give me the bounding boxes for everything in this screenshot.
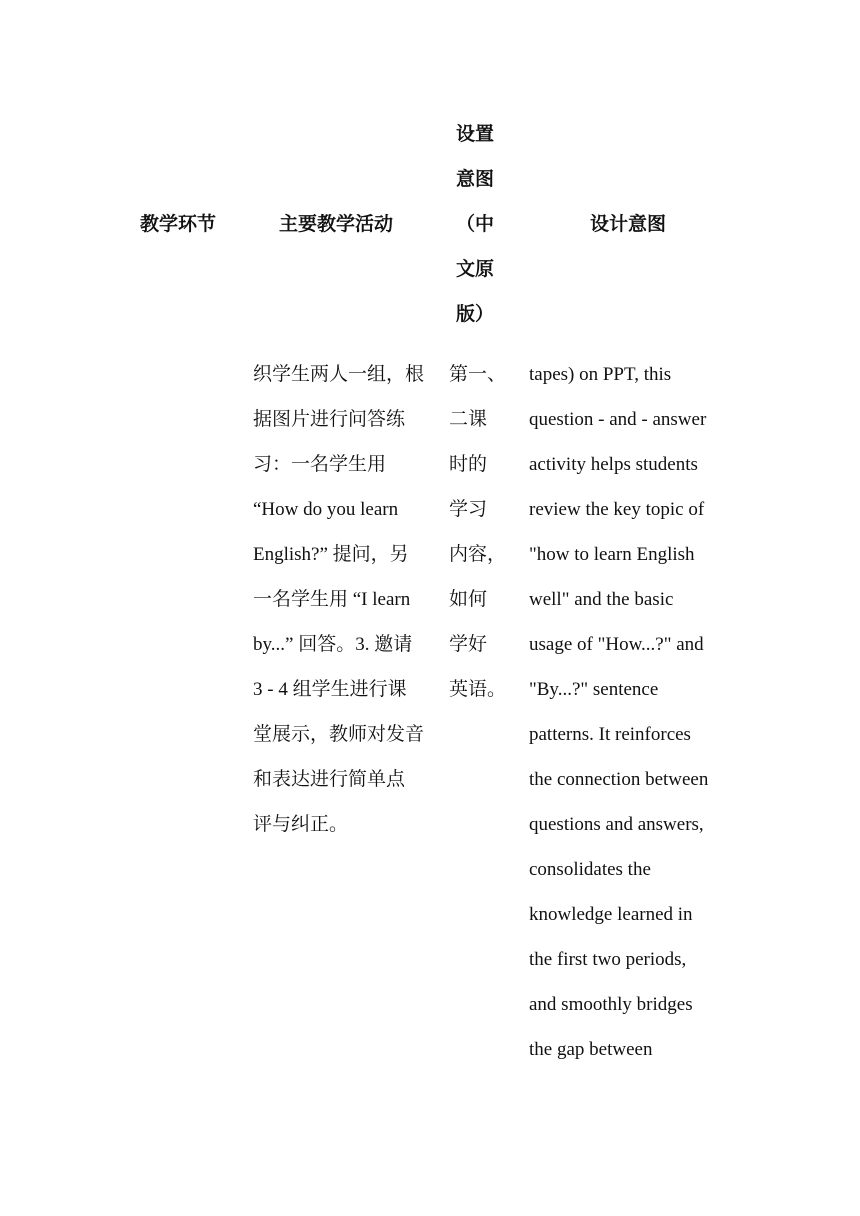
header-intent-chinese [456,112,502,337]
intent-en-line: question - and - answer [529,409,707,430]
activity-line: 堂展示，教师对发音 [253,724,425,745]
header-intent-chinese-line: 版） [456,303,495,325]
activity-line: 一名学生用 “I learn [253,589,411,610]
intent-en-line: the connection between [529,769,709,790]
activity-line: English?” 提问，另 [253,544,409,565]
activity-line: 习：一名学生用 [253,454,387,475]
intent-en-line: usage of "How...?" and [529,634,704,655]
intent-cn-line: 第一、 [449,364,507,385]
activity-line: 3 - 4 组学生进行课 [253,679,407,700]
cell-activities [253,352,433,847]
header-teaching-stage: 教学环节 [140,213,217,235]
activity-line: 评与纠正。 [253,814,349,835]
intent-cn-line: 英语。 [449,679,507,700]
activity-line: 织学生两人一组，根 [253,364,425,385]
intent-cn-line: 学习 [449,499,488,520]
intent-en-line: review the key topic of [529,499,705,520]
activity-line: by...” 回答。3. 邀请 [253,634,413,655]
intent-en-line: and smoothly bridges [529,994,693,1015]
header-intent-chinese-line: 意图 [456,168,495,190]
intent-en-line: activity helps students [529,454,698,475]
intent-en-line: tapes) on PPT, this [529,364,672,385]
intent-cn-line: 二课 [449,409,488,430]
intent-en-line: well" and the basic [529,589,674,610]
intent-en-line: the first two periods, [529,949,687,970]
intent-en-line: "By...?" sentence [529,679,659,700]
activity-line: 据图片进行问答练 [253,409,406,430]
intent-en-line: the gap between [529,1039,653,1060]
intent-en-line: knowledge learned in [529,904,693,925]
intent-en-line: questions and answers, [529,814,704,835]
intent-cn-line: 学好 [449,634,488,655]
intent-cn-line: 内容， [449,544,507,565]
intent-en-line: "how to learn English [529,544,695,565]
intent-cn-line: 如何 [449,589,488,610]
header-intent-chinese-line: 设置 [456,123,495,145]
activity-line: 和表达进行简单点 [253,769,406,790]
header-main-activities: 主要教学活动 [279,213,394,235]
header-intent-chinese-line: （中 [456,213,495,235]
header-intent-chinese-line: 文原 [456,258,495,280]
intent-cn-line: 时的 [449,454,488,475]
cell-design-intent [529,352,729,1072]
activity-line: “How do you learn [253,499,399,520]
cell-intent-chinese [449,352,505,712]
intent-en-line: consolidates the [529,859,651,880]
intent-en-line: patterns. It reinforces [529,724,691,745]
header-design-intent: 设计意图 [590,213,667,235]
